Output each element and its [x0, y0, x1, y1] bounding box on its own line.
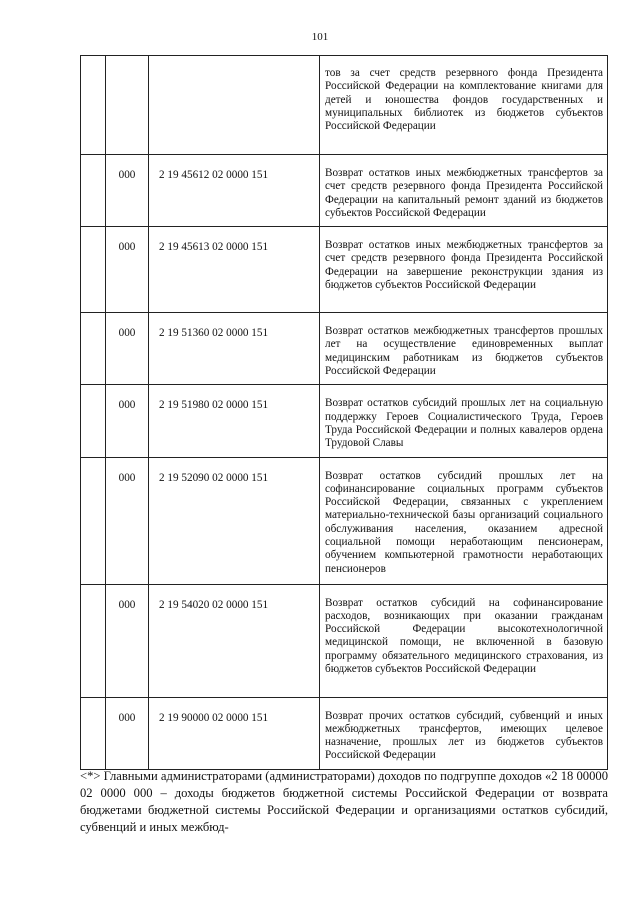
table-row [81, 227, 608, 313]
revenue-code-cell: 2 19 45613 02 0000 151 [149, 227, 320, 313]
description-cell: тов за счет средств резервного фонда Президента Российской Федерации на комплектование книгами для детей и юношества фондов государственных и муниципальных библиотек из бюджетов субъектов Российской Федерации [320, 56, 608, 155]
revenue-code-cell: 2 19 45612 02 0000 151 [149, 155, 320, 227]
empty-cell [81, 155, 106, 227]
table-row [81, 385, 608, 457]
description-cell: Возврат остатков субсидий на софинансирование расходов, возникающих при оказании гражданам Российской Федерации высокотехнологичной медицинской помощи, не включенной в базовую программу обязательного медицинского страхования, из бюджетов субъектов Российской Федерации [320, 584, 608, 697]
revenue-code-cell: 2 19 51980 02 0000 151 [149, 385, 320, 457]
description-cell: Возврат остатков субсидий прошлых лет на софинансирование социальных программ субъектов Российской Федерации, связанных с укреплением материально-технической базы организаций социального обслуживания населения, оказанием адресной социальной помощи неработающим пенсионерам, обучением компьютерной грамотности неработающих пенсионеров [320, 457, 608, 584]
table-row [81, 155, 608, 227]
admin-code-cell: 000 [106, 457, 149, 584]
revenue-codes-table-container [80, 55, 608, 770]
description-cell: Возврат остатков межбюджетных трансфертов прошлых лет на осуществление единовременных выплат медицинским работникам из бюджетов субъектов Российской Федерации [320, 313, 608, 385]
admin-code-cell: 000 [106, 385, 149, 457]
revenue-code-cell [149, 56, 320, 155]
table-row [81, 697, 608, 769]
description-cell: Возврат прочих остатков субсидий, субвенций и иных межбюджетных трансфертов, имеющих целевое назначение, прошлых лет из бюджетов субъектов Российской Федерации [320, 697, 608, 769]
admin-code-cell [106, 56, 149, 155]
revenue-code-cell: 2 19 52090 02 0000 151 [149, 457, 320, 584]
admin-code-cell: 000 [106, 227, 149, 313]
description-cell: Возврат остатков иных межбюджетных трансфертов за счет средств резервного фонда Президента Российской Федерации на завершение реконструкции здания из бюджетов субъектов Российской Федерации [320, 227, 608, 313]
revenue-code-cell: 2 19 90000 02 0000 151 [149, 697, 320, 769]
admin-code-cell: 000 [106, 584, 149, 697]
table-row [81, 584, 608, 697]
revenue-codes-table [80, 55, 608, 770]
empty-cell [81, 385, 106, 457]
empty-cell [81, 56, 106, 155]
description-cell: Возврат остатков иных межбюджетных трансфертов за счет средств резервного фонда Президента Российской Федерации на капитальный ремонт зданий из бюджетов субъектов Российской Федерации [320, 155, 608, 227]
admin-code-cell: 000 [106, 313, 149, 385]
table-row [81, 56, 608, 155]
admin-code-cell: 000 [106, 155, 149, 227]
page-number: 101 [311, 31, 329, 43]
revenue-code-cell: 2 19 51360 02 0000 151 [149, 313, 320, 385]
footnote: <*> Главными администраторами (администраторами) доходов по подгруппе доходов «2 18 00000 02 0000 000 – доходы бюджетов бюджетной системы Российской Федерации от возврата бюджетами бюджетной системы Российской Федерации и организациями остатков субсидий, субвенций и иных межбюд- [80, 769, 608, 834]
empty-cell [81, 313, 106, 385]
table-row [81, 313, 608, 385]
table-row [81, 457, 608, 584]
description-cell: Возврат остатков субсидий прошлых лет на социальную поддержку Героев Социалистического Труда, Героев Труда Российской Федерации и полных кавалеров ордена Трудовой Славы [320, 385, 608, 457]
empty-cell [81, 697, 106, 769]
empty-cell [81, 584, 106, 697]
admin-code-cell: 000 [106, 697, 149, 769]
empty-cell [81, 457, 106, 584]
revenue-code-cell: 2 19 54020 02 0000 151 [149, 584, 320, 697]
empty-cell [81, 227, 106, 313]
